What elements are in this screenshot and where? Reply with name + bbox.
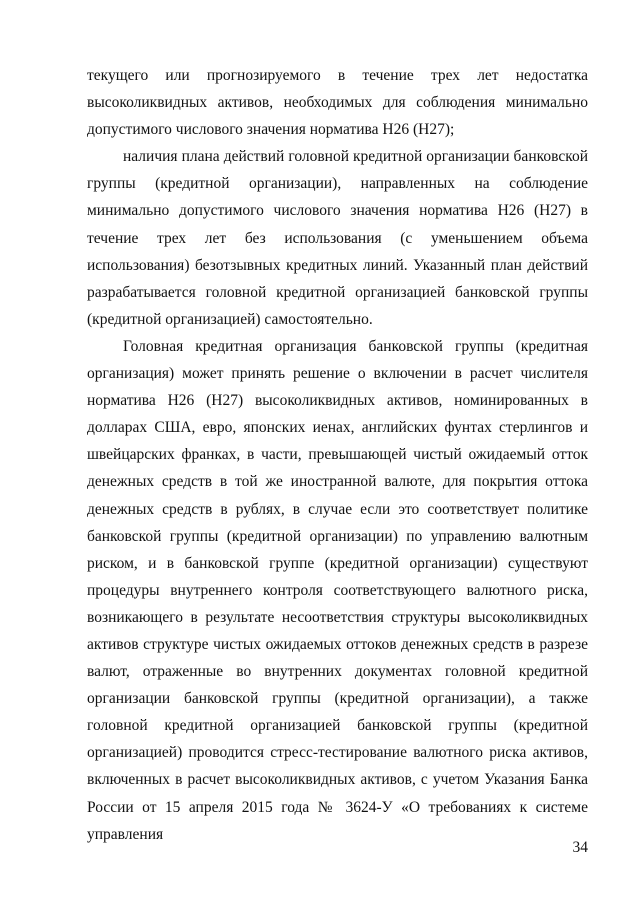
paragraph: текущего или прогнозируемого в течение трех лет недостатка высоколиквидных активов, необходимых для соблюдения минимально допустимого числового значения норматива Н26 (Н27); [87, 67, 588, 139]
paragraph: Головная кредитная организация банковской группы (кредитная организация) может принять решение о включении в расчет числителя норматива Н26 (Н27) высоколиквидных активов, номинированных в долларах США, евро, японских иенах, английских фунтах стерлингов и швейцарских франках, в части, превышающей чистый ожидаемый отток денежных средств в той же иностранной валюте, для покрытия оттока денежных средств в рублях, в случае если это соответствует политике банковской группы (кредитной организации) по управлению валютным риском, и в банковской группе (кредитной организации) существуют процедуры внутреннего контроля соответствующего валютного риска, возникающего в результате несоответствия структуры высоколиквидных активов структуре чистых ожидаемых оттоков денежных средств в разрезе валют, отраженные во внутренних документах головной кредитной организации банковской группы (кредитной организации), а также головной кредитной организацией банковской группы (кредитной организацией) проводится стресс-тестирование валютного риска активов, включенных в расчет высоколиквидных активов, с учетом Указания Банка России от 15 апреля 2015 года № 3624-У «О требованиях к системе управления [87, 337, 588, 843]
paragraph: наличия плана действий головной кредитной организации банковской группы (кредитной организации), направленных на соблюдение минимально допустимого числового значения норматива Н26 (Н27) в течение трех лет без использования (с уменьшением объема использования) безотзывных кредитных линий. Указанный план действий разрабатывается головной кредитной организацией банковской группы (кредитной организацией) самостоятельно. [87, 148, 588, 328]
document-body [87, 62, 588, 848]
page-number: 34 [572, 839, 588, 856]
